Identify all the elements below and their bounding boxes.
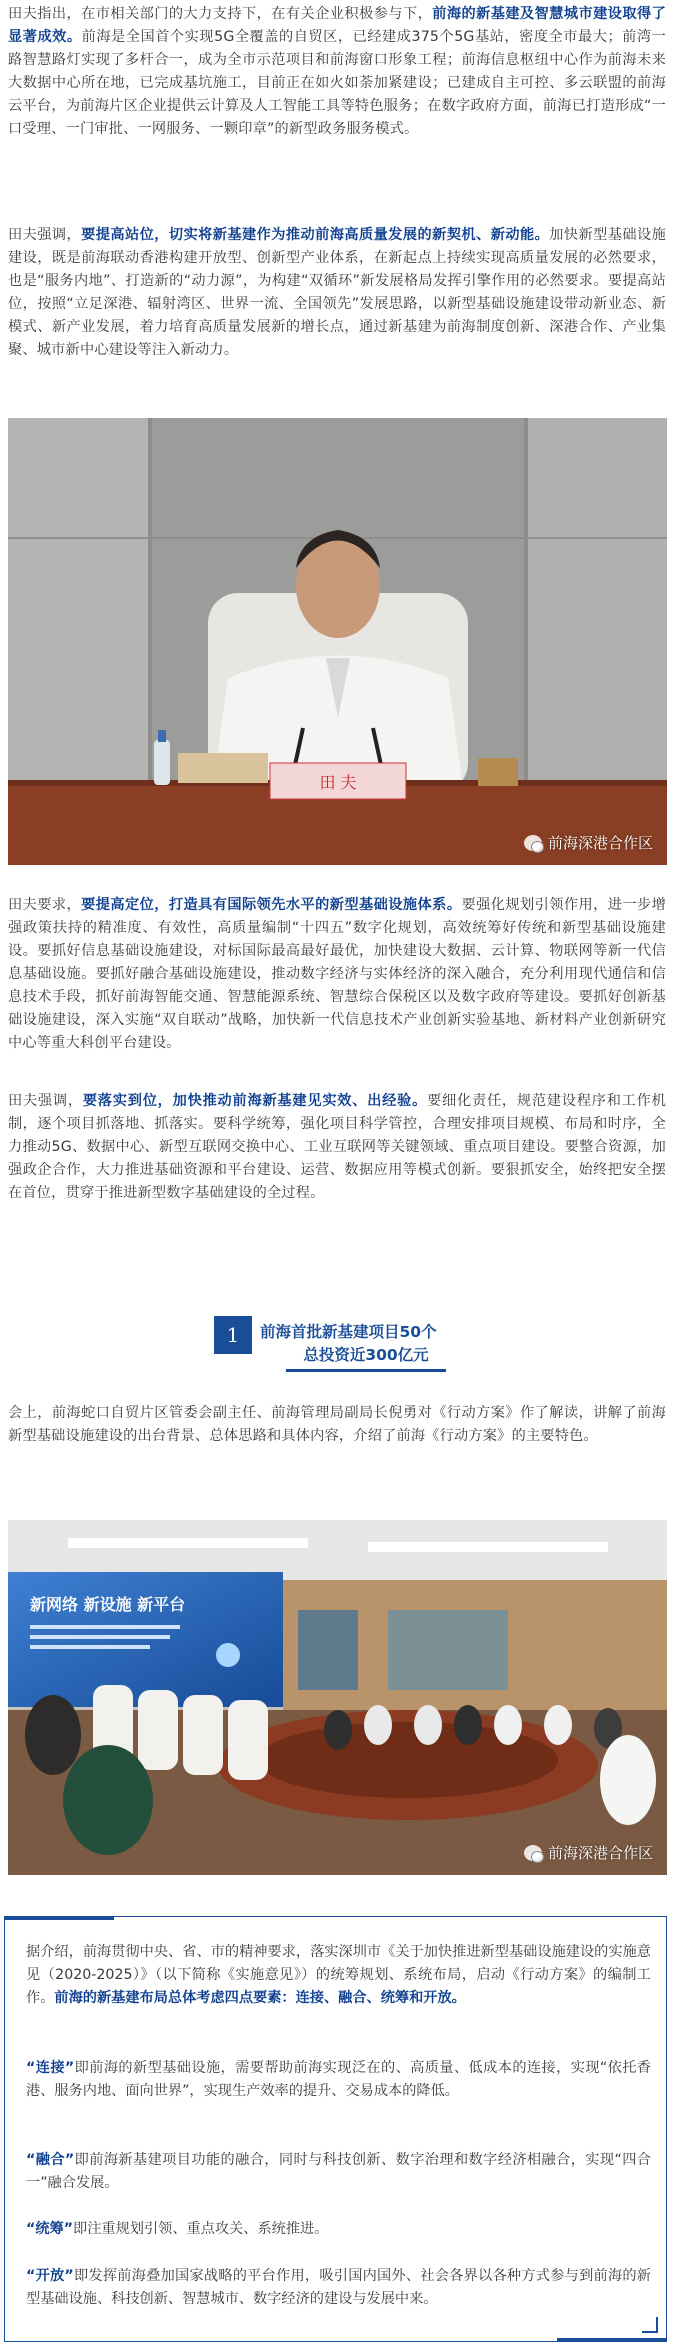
screen-title: 新网络 新设施 新平台 [30,1595,186,1614]
paragraph-text: 前海是全国首个实现5G全覆盖的自贸区，已经建成375个5G基站，密度全市最大；前湾一路智慧路灯实现了多杆合一，成为全市示范项目和前海窗口形象工程；前海信息枢纽中心作为前海未来大数据中心所在地，已完成基坑施工，目前正在如火如荼加紧建设；已建成自主可控、多云联盟的前海云平台，为前海片区企业提供云计算及人工智能工具等特色服务；在数字政府方面，前海已打造形成“一口受理、一门审批、一网服务、一颗印章”的新型政务服务模式。 [8,29,666,137]
section-number-badge: 1 [214,1316,252,1354]
speaker-photo-drawing [8,418,667,865]
meeting-photo-drawing [8,1520,667,1875]
paragraph-positioning [8,224,666,362]
paragraph-text: 加快新型基础设施建设，既是前海联动香港构建开放型、创新型产业体系，在新起点上持续实现高质量发展的必然要求，也是“服务内地”、打造新的“动力源”，为构建“双循环”新发展格局发挥引擎作用的必然要求。要提高站位，按照“立足深港、辐射湾区、世界一流、全国领先”发展思路，以新型基础设施建设带动新业态、新模式、新产业发展，着力培育高质量发展新的增长点，通过新基建为前海制度创新、深港合作、产业集聚、城市新中心建设等注入新动力。 [8,227,666,358]
highlight-text: 前海的新基建布局总体考虑四点要素：连接、融合、统筹和开放。 [54,1990,466,2006]
photo-watermark [524,832,653,853]
paragraph-text: 据介绍，前海贯彻中央、省、市的精神要求，落实深圳市《关于加快推进新型基础设施建设的实施意见（2020-2025）》（以下简称《实施意见》）的统筹规划、系统布局，启动《行动方案》的编制工作。 [26,1944,651,2006]
keyword-connect: “连接” [26,2060,75,2076]
paragraph-text: 即发挥前海叠加国家战略的平台作用，吸引国内国外、社会各界以各种方式参与到前海的新型基础设施、科技创新、智慧城市、数字经济的建设与发展中来。 [26,2268,651,2307]
nameplate-text: 田 夫 [319,773,357,792]
section-title-line2: 总投资近300亿元 [286,1343,446,1372]
paragraph-planning [8,894,666,1055]
corner-decoration [642,2317,658,2333]
paragraph-text: 要强化规划引领作用，进一步增强政策扶持的精准度、有效性，高质量编制“十四五”数字化规划，高效统筹好传统和新型基础设施建设。要抓好信息基础设施建设，对标国际最高最好最优，加快建设大数据、云计算、物联网等新一代信息基础设施。要抓好融合基础设施建设，推动数字经济与实体经济的深入融合，充分利用现代通信和信息技术手段，抓好前海智能交通、智慧能源系统、智慧综合保税区以及数字政府等建设。要抓好创新基础设施建设，深入实施“双自联动”战略，加快新一代信息技术产业创新实验基地、新材料产业创新研究中心等重大科创平台建设。 [8,897,666,1051]
box-open-paragraph [26,2265,651,2311]
highlight-text: 要提高定位，打造具有国际领先水平的新型基础设施体系。 [81,897,462,913]
paragraph-text: 田夫强调， [8,227,82,243]
watermark-text: 前海深港合作区 [547,1844,653,1862]
box-connect-paragraph [26,2057,651,2103]
paragraph-achievements [8,3,666,141]
highlight-text: 前海的新基建及智慧城市建设取得了显著成效。 [8,6,666,45]
section-heading [214,1316,504,1371]
photo-watermark [524,1842,653,1863]
paragraph-text: 要细化责任，规范建设程序和工作机制，逐个项目抓落地、抓落实。要科学统筹，强化项目科学管控，合理安排项目规模、布局和时序，全力推动5G、数据中心、新型互联网交换中心、工业互联网等关键领域、重点项目建设。要整合资源，加强政企合作，大力推进基础资源和平台建设、运营、数据应用等模式创新。要狠抓安全，始终把安全摆在首位，贯穿于推进新型数字基础建设的全过程。 [8,1093,666,1201]
paragraph-text: 田夫指出，在市相关部门的大力支持下，在有关企业积极参与下， [8,6,433,22]
wechat-icon [524,835,542,851]
section-title-line1: 前海首批新基建项目50个 [260,1323,437,1341]
meeting-photo [8,1520,667,1875]
paragraph-implementation [8,1090,666,1205]
wechat-icon [524,1845,542,1861]
box-fusion-paragraph [26,2149,651,2195]
keyword-open: “开放” [26,2268,74,2284]
watermark-text: 前海深港合作区 [547,834,653,852]
keyword-coordinate: “统筹” [26,2221,74,2237]
highlight-text: 要提高站位，切实将新基建作为推动前海高质量发展的新契机、新动能。 [81,227,550,243]
paragraph-text: 即前海新基建项目功能的融合，同时与科技创新、数字治理和数字经济相融合，实现“四合一”融合发展。 [26,2152,651,2191]
paragraph-text: 即前海的新型基础设施，需要帮助前海实现泛在的、高质量、低成本的连接，实现“依托香港、服务内地、面向世界”，实现生产效率的提升、交易成本的降低。 [26,2060,651,2099]
box-coordinate-paragraph [26,2218,651,2241]
box-intro-paragraph [26,1941,651,2010]
paragraph-briefing: 会上，前海蛇口自贸片区管委会副主任、前海管理局副局长倪勇对《行动方案》作了解读，讲解了前海新型基础设施建设的出台背景、总体思路和具体内容，介绍了前海《行动方案》的主要特色。 [8,1405,666,1444]
paragraph-text: 即注重规划引领、重点攻关、系统推进。 [73,2221,329,2237]
highlight-text: 要落实到位，加快推动前海新基建见实效、出经验。 [82,1093,428,1109]
keyword-fusion: “融合” [26,2152,75,2168]
info-box [4,1916,667,2342]
paragraph-text: 田夫强调， [8,1093,83,1109]
speaker-photo [8,418,667,865]
paragraph-text: 田夫要求， [8,897,82,913]
